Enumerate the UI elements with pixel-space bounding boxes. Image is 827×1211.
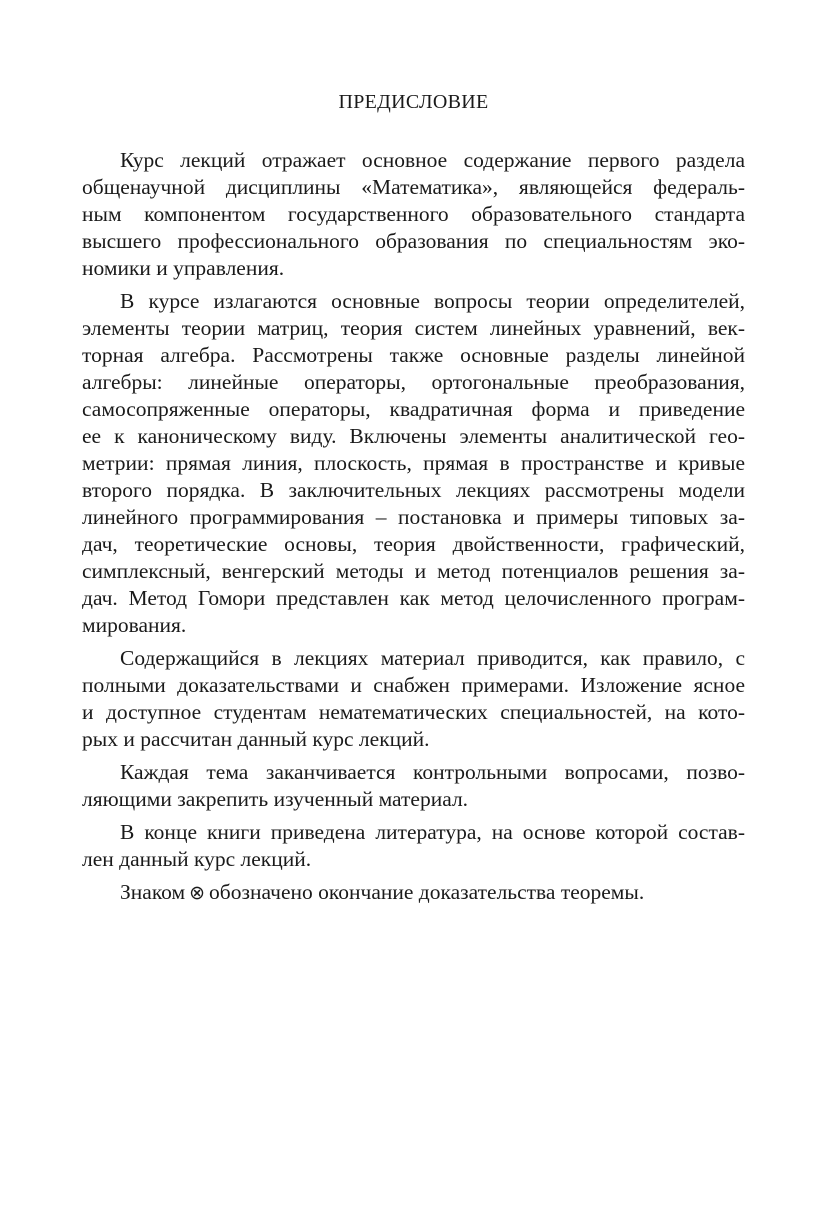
text-line: второго порядка. В заключительных лекциях рассмотрены модели bbox=[82, 478, 745, 502]
text-line: ее к каноническому виду. Включены элементы аналитической гео- bbox=[82, 424, 745, 448]
text-line: Курс лекций отражает основное содержание первого раздела bbox=[120, 148, 745, 172]
text-line: мирования. bbox=[82, 613, 187, 637]
text-line: Содержащийся в лекциях материал приводится, как правило, с bbox=[120, 646, 745, 670]
text-line: дач, теоретические основы, теория двойственности, графический, bbox=[82, 532, 745, 556]
paragraph-4 bbox=[82, 759, 745, 813]
text-line: алгебры: линейные операторы, ортогональные преобразования, bbox=[82, 370, 745, 394]
text-line: лен данный курс лекций. bbox=[82, 847, 312, 871]
paragraph-2 bbox=[82, 288, 745, 639]
text-line: и доступное студентам нематематических специальностей, на кото- bbox=[82, 700, 745, 724]
page-title: ПРЕДИСЛОВИЕ bbox=[338, 91, 489, 113]
paragraph-6 bbox=[82, 879, 745, 907]
paragraph-3 bbox=[82, 645, 745, 753]
text-line: общенаучной дисциплины «Математика», являющейся федераль- bbox=[82, 175, 745, 199]
text-line: дач. Метод Гомори представлен как метод целочисленного програм- bbox=[82, 586, 745, 610]
circled-times-icon: ⊗ bbox=[189, 882, 206, 904]
text-line bbox=[82, 879, 745, 907]
text-line: самосопряженные операторы, квадратичная форма и приведение bbox=[82, 397, 745, 421]
text-line: полными доказательствами и снабжен примерами. Изложение ясное bbox=[82, 673, 745, 697]
text-line: элементы теории матриц, теория систем линейных уравнений, век- bbox=[82, 316, 745, 340]
text-line: В конце книги приведена литература, на основе которой состав- bbox=[120, 820, 745, 844]
text-line: Каждая тема заканчивается контрольными вопросами, позво- bbox=[120, 760, 745, 784]
text-line: торная алгебра. Рассмотрены также основные разделы линейной bbox=[82, 343, 745, 367]
symbol-meaning-text: обозначено окончание доказательства теоремы. bbox=[209, 880, 645, 904]
preface-page bbox=[82, 88, 745, 913]
text-line: ным компонентом государственного образовательного стандарта bbox=[82, 202, 745, 226]
paragraph-1 bbox=[82, 147, 745, 282]
paragraph-5 bbox=[82, 819, 745, 873]
text-line: симплексный, венгерский методы и метод потенциалов решения за- bbox=[82, 559, 745, 583]
text-line: В курсе излагаются основные вопросы теории определителей, bbox=[120, 289, 745, 313]
text-line: линейного программирования – постановка и примеры типовых за- bbox=[82, 505, 745, 529]
text-line: метрии: прямая линия, плоскость, прямая в пространстве и кривые bbox=[82, 451, 745, 475]
text-line: высшего профессионального образования по специальностям эко- bbox=[82, 229, 745, 253]
symbol-intro-text: Знаком bbox=[120, 880, 186, 904]
text-line: номики и управления. bbox=[82, 256, 285, 280]
text-line: ляющими закрепить изученный материал. bbox=[82, 787, 469, 811]
text-line: рых и рассчитан данный курс лекций. bbox=[82, 727, 430, 751]
